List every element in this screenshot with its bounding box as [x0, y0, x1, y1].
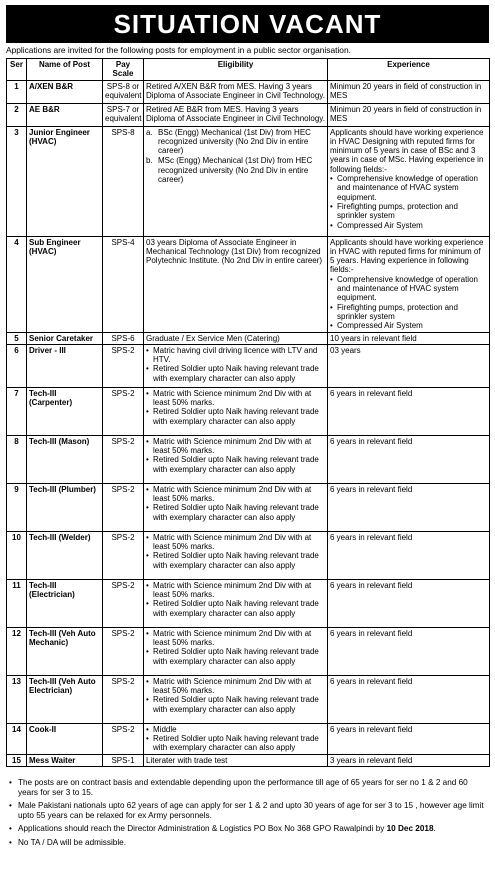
pay-scale-cell: SPS-2 — [103, 435, 144, 483]
table-row — [7, 627, 490, 675]
eligibility-bullet: • Retired Soldier upto Naik having relevant trade with exemplary character can also apply — [146, 599, 325, 618]
experience-bullet: • Firefighting pumps, protection and sprinkler system — [330, 303, 487, 322]
experience-text: 03 years — [330, 345, 361, 355]
note-deadline: 10 Dec 2018 — [386, 824, 434, 834]
experience-text: 6 years in relevant field — [330, 388, 413, 398]
ser-cell: 1 — [7, 80, 27, 103]
eligibility-cell — [144, 387, 328, 435]
experience-text: 6 years in relevant field — [330, 724, 413, 734]
eligibility-bullets — [146, 581, 325, 618]
note-item — [6, 824, 489, 834]
experience-text: Applicants should have working experience in HVAC Designing with reputed firms for minimum of 5 years in case of BSc and 3 years in case of MSc. Having experience in following fields:- — [330, 127, 484, 174]
experience-text: 10 years in relevant field — [330, 333, 417, 343]
experience-bullet: • Compressed Air System — [330, 321, 487, 330]
eligibility-bullet: • Matric with Science minimum 2nd Div with at least 50% marks. — [146, 437, 325, 456]
eligibility-bullet: • Matric with Science minimum 2nd Div with at least 50% marks. — [146, 533, 325, 552]
experience-text: Minimun 20 years in field of construction in MES — [330, 104, 482, 123]
experience-text: 6 years in relevant field — [330, 580, 413, 590]
pay-scale-cell: SPS-2 — [103, 723, 144, 754]
eligibility-cell — [144, 627, 328, 675]
experience-text: 6 years in relevant field — [330, 436, 413, 446]
eligibility-bullets — [146, 725, 325, 753]
note-text: The posts are on contract basis and extendable depending upon the performance till age of 65 years for ser no 1 & 2 and 60 years for ser 3 to 15. — [18, 778, 468, 797]
ser-cell: 10 — [7, 531, 27, 579]
eligibility-bullet: • Retired Soldier upto Naik having relevant trade with exemplary character can also apply — [146, 364, 325, 383]
ser-cell: 13 — [7, 675, 27, 723]
eligibility-bullet: • Matric with Science minimum 2nd Div with at least 50% marks. — [146, 581, 325, 600]
eligibility-text: Retired AE B&R from MES. Having 3 years Diploma of Associate Engineer in Civil Technology. — [146, 104, 325, 123]
table-row — [7, 387, 490, 435]
eligibility-bullet: • Retired Soldier upto Naik having relevant trade with exemplary character can also apply — [146, 407, 325, 426]
vacancy-table — [6, 58, 490, 767]
experience-cell — [328, 627, 490, 675]
eligibility-cell — [144, 675, 328, 723]
eligibility-list — [146, 128, 325, 185]
post-name-cell: Cook-II — [27, 723, 103, 754]
eligibility-text: Retired A/XEN B&R from MES. Having 3 years Diploma of Associate Engineer in Civil Technology. — [146, 81, 325, 100]
post-name-cell: Tech-III (Welder) — [27, 531, 103, 579]
intro-text: Applications are invited for the following posts for employment in a public sector organisation. — [6, 45, 351, 55]
eligibility-bullet: • Matric with Science minimum 2nd Div with at least 50% marks. — [146, 485, 325, 504]
pay-scale-cell: SPS-2 — [103, 387, 144, 435]
post-name-cell: Junior Engineer (HVAC) — [27, 126, 103, 236]
experience-cell — [328, 723, 490, 754]
pay-scale-cell: SPS-2 — [103, 531, 144, 579]
eligibility-bullets — [146, 437, 325, 474]
eligibility-cell — [144, 483, 328, 531]
eligibility-cell — [144, 126, 328, 236]
eligibility-bullet: • Retired Soldier upto Naik having relevant trade with exemplary character can also apply — [146, 734, 325, 753]
pay-scale-cell: SPS-6 — [103, 332, 144, 344]
table-row — [7, 531, 490, 579]
eligibility-bullet: • Matric having civil driving licence with LTV and HTV. — [146, 346, 325, 365]
eligibility-item — [146, 128, 325, 156]
pay-scale-cell: SPS-2 — [103, 579, 144, 627]
ser-cell: 5 — [7, 332, 27, 344]
column-header-post: Name of Post — [27, 59, 103, 81]
experience-cell — [328, 80, 490, 103]
post-name-cell: AE B&R — [27, 103, 103, 126]
eligibility-text: Literater with trade test — [146, 755, 228, 765]
eligibility-bullet: • Retired Soldier upto Naik having relevant trade with exemplary character can also apply — [146, 455, 325, 474]
eligibility-cell — [144, 579, 328, 627]
experience-cell — [328, 344, 490, 387]
experience-text: 6 years in relevant field — [330, 484, 413, 494]
experience-cell — [328, 754, 490, 766]
table-row — [7, 483, 490, 531]
experience-bullets — [330, 174, 487, 230]
eligibility-bullets — [146, 629, 325, 666]
eligibility-bullet: • Retired Soldier upto Naik having relevant trade with exemplary character can also apply — [146, 503, 325, 522]
experience-bullet: • Comprehensive knowledge of operation and maintenance of HVAC system equipment. — [330, 275, 487, 303]
ser-cell: 9 — [7, 483, 27, 531]
eligibility-bullet: • Matric with Science minimum 2nd Div with at least 50% marks. — [146, 677, 325, 696]
pay-scale-cell: SPS-8 — [103, 126, 144, 236]
post-name-cell: Senior Caretaker — [27, 332, 103, 344]
ser-cell: 4 — [7, 236, 27, 332]
eligibility-bullet: • Retired Soldier upto Naik having relevant trade with exemplary character can also apply — [146, 551, 325, 570]
pay-scale-cell: SPS-2 — [103, 483, 144, 531]
table-row — [7, 344, 490, 387]
experience-text: 3 years in relevant field — [330, 755, 413, 765]
table-row — [7, 579, 490, 627]
eligibility-bullet: • Retired Soldier upto Naik having relevant trade with exemplary character can also apply — [146, 647, 325, 666]
experience-cell — [328, 126, 490, 236]
pay-scale-cell: SPS-4 — [103, 236, 144, 332]
page-title: SITUATION VACANT — [113, 9, 382, 39]
post-name-cell: Sub Engineer (HVAC) — [27, 236, 103, 332]
eligibility-bullets — [146, 389, 325, 426]
experience-text: Applicants should have working experience in HVAC with reputed firms for minimum of 5 years. Having experience in following fields:- — [330, 237, 484, 275]
experience-cell — [328, 483, 490, 531]
ser-cell: 2 — [7, 103, 27, 126]
experience-bullet: • Comprehensive knowledge of operation and maintenance of HVAC system equipment. — [330, 174, 487, 202]
column-header-scale: Pay Scale — [103, 59, 144, 81]
experience-cell — [328, 103, 490, 126]
post-name-cell: Tech-III (Mason) — [27, 435, 103, 483]
note-item — [6, 801, 489, 820]
experience-bullets — [330, 275, 487, 331]
item-text: MSc (Engg) Mechanical (1st Div) from HEC recognized university (No 2nd Div in entire career) — [158, 156, 313, 185]
table-row — [7, 435, 490, 483]
table-row — [7, 103, 490, 126]
experience-cell — [328, 332, 490, 344]
post-name-cell: Driver - III — [27, 344, 103, 387]
post-name-cell: Tech-III (Plumber) — [27, 483, 103, 531]
eligibility-bullets — [146, 533, 325, 570]
ser-cell: 15 — [7, 754, 27, 766]
eligibility-cell — [144, 754, 328, 766]
pay-scale-cell: SPS-8 or equivalent — [103, 80, 144, 103]
item-letter: b. — [146, 156, 153, 166]
title-banner — [6, 5, 489, 43]
note-text: Applications should reach the Director Administration & Logistics PO Box No 368 GPO Rawalpindi by — [18, 824, 387, 834]
experience-text: Minimun 20 years in field of construction in MES — [330, 81, 482, 100]
eligibility-cell — [144, 344, 328, 387]
ser-cell: 3 — [7, 126, 27, 236]
table-row — [7, 723, 490, 754]
table-row — [7, 80, 490, 103]
experience-text: 6 years in relevant field — [330, 532, 413, 542]
ser-cell: 7 — [7, 387, 27, 435]
eligibility-cell — [144, 531, 328, 579]
eligibility-cell — [144, 103, 328, 126]
eligibility-bullet: • Matric with Science minimum 2nd Div with at least 50% marks. — [146, 389, 325, 408]
experience-bullet: • Compressed Air System — [330, 221, 487, 230]
eligibility-text: 03 years Diploma of Associate Engineer in Mechanical Technology (1st Div) from recognized Polytechnic Institute. (No 2nd Div in entire career) — [146, 237, 323, 266]
experience-cell — [328, 435, 490, 483]
pay-scale-cell: SPS-2 — [103, 627, 144, 675]
note-item — [6, 778, 489, 797]
pay-scale-cell: SPS-2 — [103, 675, 144, 723]
ser-cell: 14 — [7, 723, 27, 754]
eligibility-bullet: • Middle — [146, 725, 325, 734]
eligibility-cell — [144, 236, 328, 332]
note-text: No TA / DA will be admissible. — [18, 837, 126, 847]
eligibility-cell — [144, 332, 328, 344]
ser-cell: 8 — [7, 435, 27, 483]
experience-bullet: • Firefighting pumps, protection and sprinkler system — [330, 202, 487, 221]
post-name-cell: Tech-III (Veh Auto Electrician) — [27, 675, 103, 723]
table-header-row — [7, 59, 490, 81]
column-header-ser: Ser — [7, 59, 27, 81]
column-header-experience: Experience — [328, 59, 490, 81]
pay-scale-cell: SPS-1 — [103, 754, 144, 766]
eligibility-bullets — [146, 677, 325, 714]
experience-text: 6 years in relevant field — [330, 628, 413, 638]
item-letter: a. — [146, 127, 153, 137]
column-header-eligibility: Eligibility — [144, 59, 328, 81]
post-name-cell: Tech-III (Electrician) — [27, 579, 103, 627]
eligibility-bullet: • Matric with Science minimum 2nd Div with at least 50% marks. — [146, 629, 325, 648]
post-name-cell: Tech-III (Carpenter) — [27, 387, 103, 435]
eligibility-cell — [144, 80, 328, 103]
table-row — [7, 675, 490, 723]
experience-cell — [328, 579, 490, 627]
post-name-cell: Mess Waiter — [27, 754, 103, 766]
item-text: BSc (Engg) Mechanical (1st Div) from HEC recognized university (No 2nd Div in entire career) — [158, 127, 311, 156]
notes-section — [6, 778, 489, 852]
experience-cell — [328, 387, 490, 435]
eligibility-bullets — [146, 485, 325, 522]
experience-cell — [328, 675, 490, 723]
table-row — [7, 126, 490, 236]
experience-cell — [328, 531, 490, 579]
pay-scale-cell: SPS-2 — [103, 344, 144, 387]
ser-cell: 6 — [7, 344, 27, 387]
experience-text: 6 years in relevant field — [330, 676, 413, 686]
eligibility-text: Graduate / Ex Service Men (Catering) — [146, 333, 280, 343]
eligibility-bullets — [146, 346, 325, 383]
pay-scale-cell: SPS-7 or equivalent — [103, 103, 144, 126]
post-name-cell: Tech-III (Veh Auto Mechanic) — [27, 627, 103, 675]
eligibility-bullet: • Retired Soldier upto Naik having relevant trade with exemplary character can also apply — [146, 695, 325, 714]
table-row — [7, 332, 490, 344]
table-row — [7, 754, 490, 766]
note-text: Male Pakistani nationals upto 62 years of age can apply for ser 1 & 2 and upto 30 years of age for ser 3 to 15 , however age limit upto 55 years can be relaxed for ex Army personnels. — [18, 801, 484, 820]
table-row — [7, 236, 490, 332]
notes-list — [6, 778, 489, 848]
eligibility-item — [146, 156, 325, 184]
eligibility-cell — [144, 435, 328, 483]
note-item — [6, 838, 489, 848]
ser-cell: 11 — [7, 579, 27, 627]
ser-cell: 12 — [7, 627, 27, 675]
note-end: . — [433, 824, 436, 834]
post-name-cell: A/XEN B&R — [27, 80, 103, 103]
experience-cell — [328, 236, 490, 332]
eligibility-cell — [144, 723, 328, 754]
